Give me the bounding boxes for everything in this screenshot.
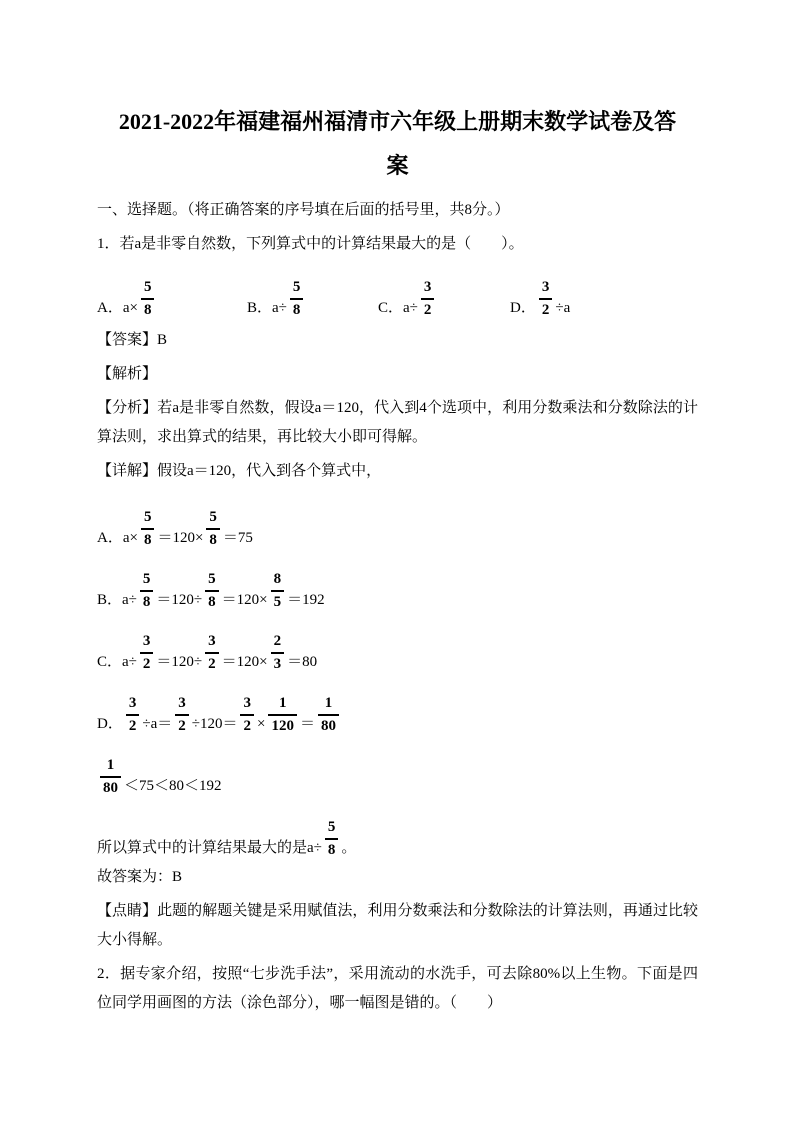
formula-text: ＝120×: [221, 592, 268, 608]
fraction: [141, 279, 155, 318]
formula-text: ＝80: [287, 654, 318, 670]
fraction: [271, 633, 285, 672]
detail-intro: 【详解】假设a＝120，代入到各个算式中，: [97, 463, 382, 479]
key-point-paragraph: 【点睛】此题的解题关键是采用赋值法，利用分数乘法和分数除法的计算法则，再通过比较大小得解。: [97, 903, 698, 948]
formula-text: ＝192: [287, 592, 325, 608]
fraction-numerator: 3: [205, 633, 219, 654]
fraction-denominator: 2: [243, 718, 251, 734]
title-line-2: 案: [386, 153, 409, 178]
section-header: 一、选择题。（将正确答案的序号填在后面的括号里，共8分。）: [97, 202, 510, 218]
fraction-numerator: 3: [175, 695, 189, 716]
fraction-denominator: 2: [541, 302, 550, 318]
fraction-numerator: 5: [141, 279, 155, 300]
fraction-numerator: 5: [140, 571, 154, 592]
fraction-denominator: 8: [327, 842, 336, 858]
work-line-b: [97, 553, 698, 615]
fraction-numerator: 3: [140, 633, 154, 654]
formula-text: ＝120÷: [156, 654, 203, 670]
fraction: [290, 279, 304, 318]
analysis-paragraph: 【分析】若a是非零自然数，假设a＝120，代入到4个选项中，利用分数乘法和分数除法的计算法则，求出算式的结果，再比较大小即可得解。: [97, 400, 698, 445]
formula-text: ×: [256, 716, 266, 732]
conclusion-line: [97, 801, 698, 863]
formula-text: ＝120×: [221, 654, 268, 670]
fraction: [175, 695, 189, 734]
fraction-numerator: 5: [290, 279, 304, 300]
fraction-numerator: 1: [268, 695, 297, 716]
option-b: [247, 264, 378, 318]
formula-text: 。: [341, 840, 357, 856]
fraction: [421, 279, 435, 318]
formula-text: A．a×: [97, 530, 138, 546]
fraction-denominator: 2: [208, 656, 216, 672]
formula-text: 所以算式中的计算结果最大的是a÷: [97, 840, 322, 856]
formula-text: D．: [510, 300, 536, 316]
fraction-numerator: 1: [100, 757, 121, 778]
fraction-denominator: 8: [143, 532, 152, 548]
option-c: [378, 264, 510, 318]
fraction-numerator: 3: [126, 695, 140, 716]
fraction: [141, 509, 155, 548]
formula-text: B．a÷: [247, 300, 287, 316]
fraction: [205, 633, 219, 672]
comparison-line: [97, 739, 698, 801]
formula-text: ÷a＝: [142, 716, 173, 732]
option-a: [97, 264, 247, 318]
fraction-denominator: 2: [423, 302, 432, 318]
fraction-denominator: 8: [142, 594, 151, 610]
fraction-denominator: 3: [273, 656, 282, 672]
fraction-numerator: 5: [205, 571, 219, 592]
work-line-c: [97, 615, 698, 677]
fraction-denominator: 80: [320, 718, 336, 734]
work-line-a: [97, 491, 698, 553]
fraction: [271, 571, 285, 610]
formula-text: ＝75: [222, 530, 253, 546]
fraction: [100, 757, 121, 796]
answer-line: 【答案】B: [97, 332, 168, 348]
formula-text: C．a÷: [97, 654, 137, 670]
analysis-header: 【解析】: [97, 366, 158, 382]
fraction-numerator: 2: [271, 633, 285, 654]
title-line-1: 2021-2022年福建福州福清市六年级上册期末数学试卷及答: [118, 109, 677, 134]
fraction-numerator: 1: [318, 695, 339, 716]
formula-text: ÷120＝: [191, 716, 238, 732]
formula-text: ＜75＜80＜192: [124, 778, 222, 794]
fraction: [140, 633, 154, 672]
document-title: [97, 100, 698, 188]
fraction: [126, 695, 140, 734]
formula-text: ÷a: [555, 300, 571, 316]
fraction-numerator: 3: [421, 279, 435, 300]
fraction: [318, 695, 339, 734]
fraction-numerator: 5: [141, 509, 155, 530]
fraction-denominator: 8: [292, 302, 301, 318]
fraction-numerator: 3: [240, 695, 254, 716]
fraction-denominator: 8: [209, 532, 217, 548]
fraction-numerator: 5: [206, 509, 220, 530]
question-1-options: [97, 264, 698, 318]
fraction: [206, 509, 220, 548]
option-d: [510, 264, 698, 318]
question-2-stem: 2．据专家介绍，按照“七步洗手法”，采用流动的水洗手，可去除80%以上生物。下面是四位同学用画图的方法（涂色部分），哪一幅图是错的。（ ）: [97, 966, 698, 1011]
fraction: [268, 695, 297, 734]
fraction-denominator: 2: [128, 718, 137, 734]
formula-text: ＝120÷: [156, 592, 203, 608]
fraction: [140, 571, 154, 610]
work-line-d: [97, 677, 698, 739]
formula-text: ＝120×: [157, 530, 204, 546]
fraction-numerator: 8: [271, 571, 285, 592]
formula-text: C．a÷: [378, 300, 418, 316]
fraction-numerator: 5: [325, 819, 339, 840]
fraction-denominator: 2: [178, 718, 186, 734]
question-1-stem: 1．若a是非零自然数，下列算式中的计算结果最大的是（ ）。: [97, 236, 524, 252]
formula-text: D．: [97, 716, 123, 732]
fraction-denominator: 8: [143, 302, 152, 318]
final-answer-line: 故答案为：B: [97, 869, 183, 885]
fraction: [325, 819, 339, 858]
fraction-denominator: 8: [208, 594, 216, 610]
fraction-numerator: 3: [539, 279, 553, 300]
formula-text: ＝: [299, 716, 315, 732]
formula-text: A．a×: [97, 300, 138, 316]
fraction-denominator: 80: [103, 780, 118, 796]
fraction-denominator: 5: [273, 594, 282, 610]
fraction: [205, 571, 219, 610]
formula-text: B．a÷: [97, 592, 137, 608]
fraction-denominator: 120: [271, 718, 294, 734]
fraction-denominator: 2: [142, 656, 151, 672]
fraction: [240, 695, 254, 734]
fraction: [539, 279, 553, 318]
